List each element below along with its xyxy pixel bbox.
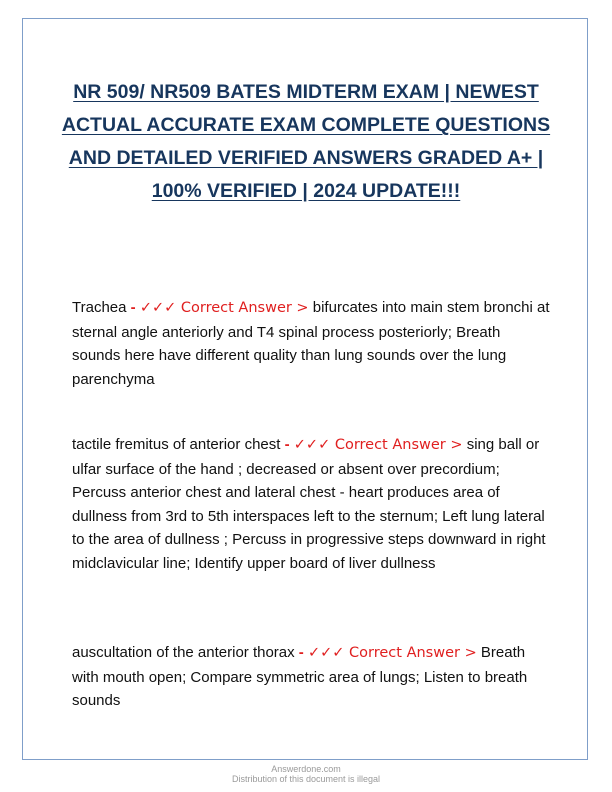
answer-text: Breath with mouth open; Compare symmetric area of lungs; Listen to breath sounds — [72, 644, 528, 709]
footer-site: Answerdone.com — [271, 764, 341, 774]
qa-item-tactile-fremitus — [72, 433, 550, 575]
correct-answer-marker: ✓✓✓ Correct Answer > — [307, 645, 477, 661]
correct-answer-marker: ✓✓✓ Correct Answer > — [293, 437, 463, 453]
separator: - — [126, 299, 140, 316]
question-text: auscultation of the anterior thorax — [72, 644, 295, 661]
document-title: NR 509/ NR509 BATES MIDTERM EXAM | NEWEST ACTUAL ACCURATE EXAM COMPLETE QUESTIONS AND DETAILED VERIFIED ANSWERS GRADED A+ | 100% VERIFIED | 2024 UPDATE!!! — [61, 81, 551, 202]
question-text: tactile fremitus of anterior chest — [72, 436, 281, 453]
question-text: Trachea — [72, 299, 127, 316]
qa-item-auscultation — [72, 641, 550, 713]
footer-notice: Distribution of this document is illegal — [231, 774, 381, 784]
correct-answer-marker: ✓✓✓ Correct Answer > — [139, 300, 309, 316]
answer-text: sing ball or ulfar surface of the hand ; decreased or absent over precordium; Percuss anterior chest and lateral chest - heart produces area of dullness from 3rd to 5th interspaces left to the sternum; Left lung lateral to the area of dullness ; Percuss in progressive steps downward in right midclavicular line; Identify upper board of liver dullness — [72, 436, 546, 572]
separator: - — [280, 436, 294, 453]
answer-text: bifurcates into main stem bronchi at sternal angle anteriorly and T4 spinal process posteriorly; Breath sounds here have different quality than lung sounds over the lung parenchyma — [72, 299, 550, 388]
qa-item-trachea — [72, 296, 550, 391]
separator: - — [294, 644, 308, 661]
